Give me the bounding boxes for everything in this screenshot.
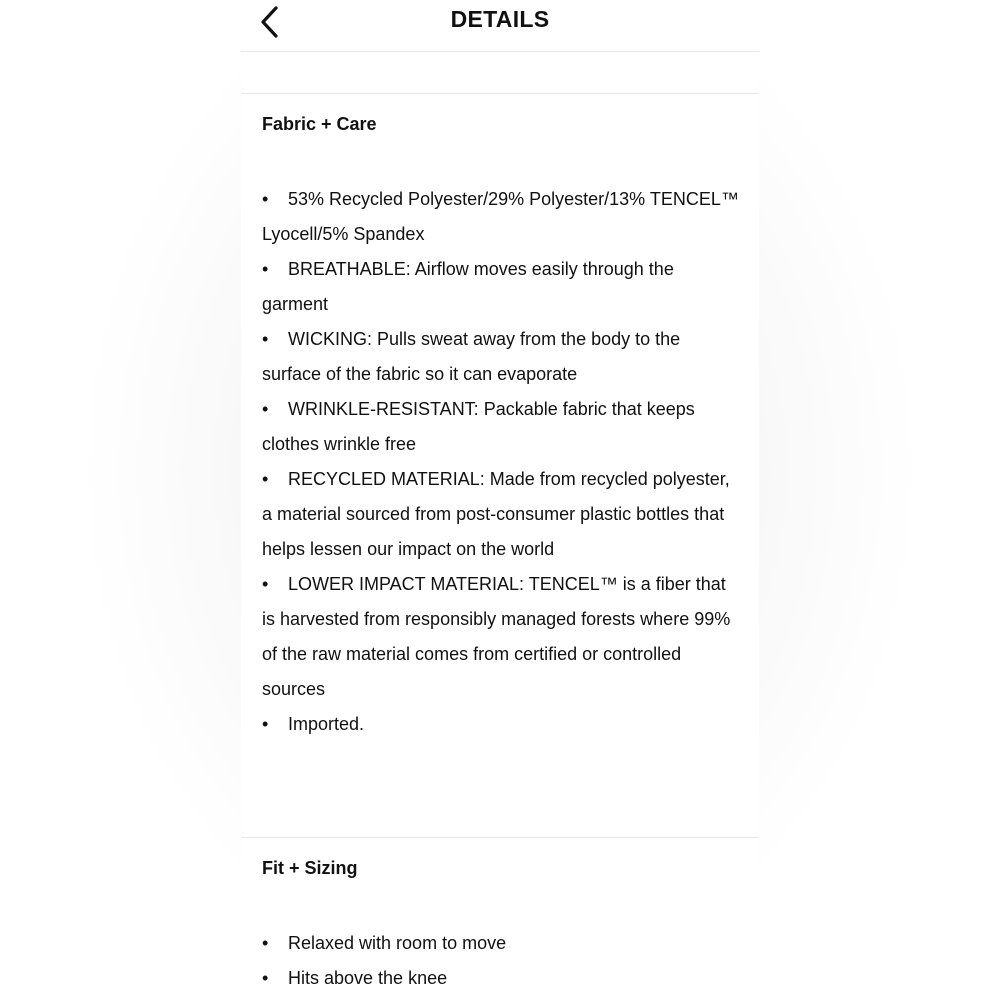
section-divider-middle [241, 837, 759, 838]
list-item: • Imported. [262, 714, 365, 734]
list-item: • Relaxed with room to move [262, 933, 507, 953]
list-item: • WICKING: Pulls sweat away from the body to the surface of the fabric so it can evaporate [262, 329, 681, 384]
list-item: • LOWER IMPACT MATERIAL: TENCEL™ is a fiber that is harvested from responsibly managed forests where 99% of the raw material comes from certified or controlled sources [262, 574, 731, 699]
fabric-care-title: Fabric + Care [262, 114, 377, 134]
page-title: DETAILS [450, 6, 550, 32]
fit-sizing-title: Fit + Sizing [262, 858, 358, 878]
section-divider-top [241, 93, 759, 94]
fabric-care-section [262, 112, 742, 742]
list-item: • Hits above the knee [262, 968, 448, 988]
list-item: • RECYCLED MATERIAL: Made from recycled polyester, a material sourced from post-consumer plastic bottles that helps lessen our impact on the world [262, 469, 730, 559]
list-item: • 53% Recycled Polyester/29% Polyester/13% TENCEL™ Lyocell/5% Spandex [262, 189, 739, 244]
list-item: • BREATHABLE: Airflow moves easily through the garment [262, 259, 674, 314]
details-panel [241, 0, 759, 1000]
header-bar [241, 0, 759, 52]
list-item: • WRINKLE-RESISTANT: Packable fabric that keeps clothes wrinkle free [262, 399, 695, 454]
fabric-care-list [262, 182, 742, 742]
fit-sizing-list [262, 926, 742, 996]
fit-sizing-section [262, 856, 742, 996]
